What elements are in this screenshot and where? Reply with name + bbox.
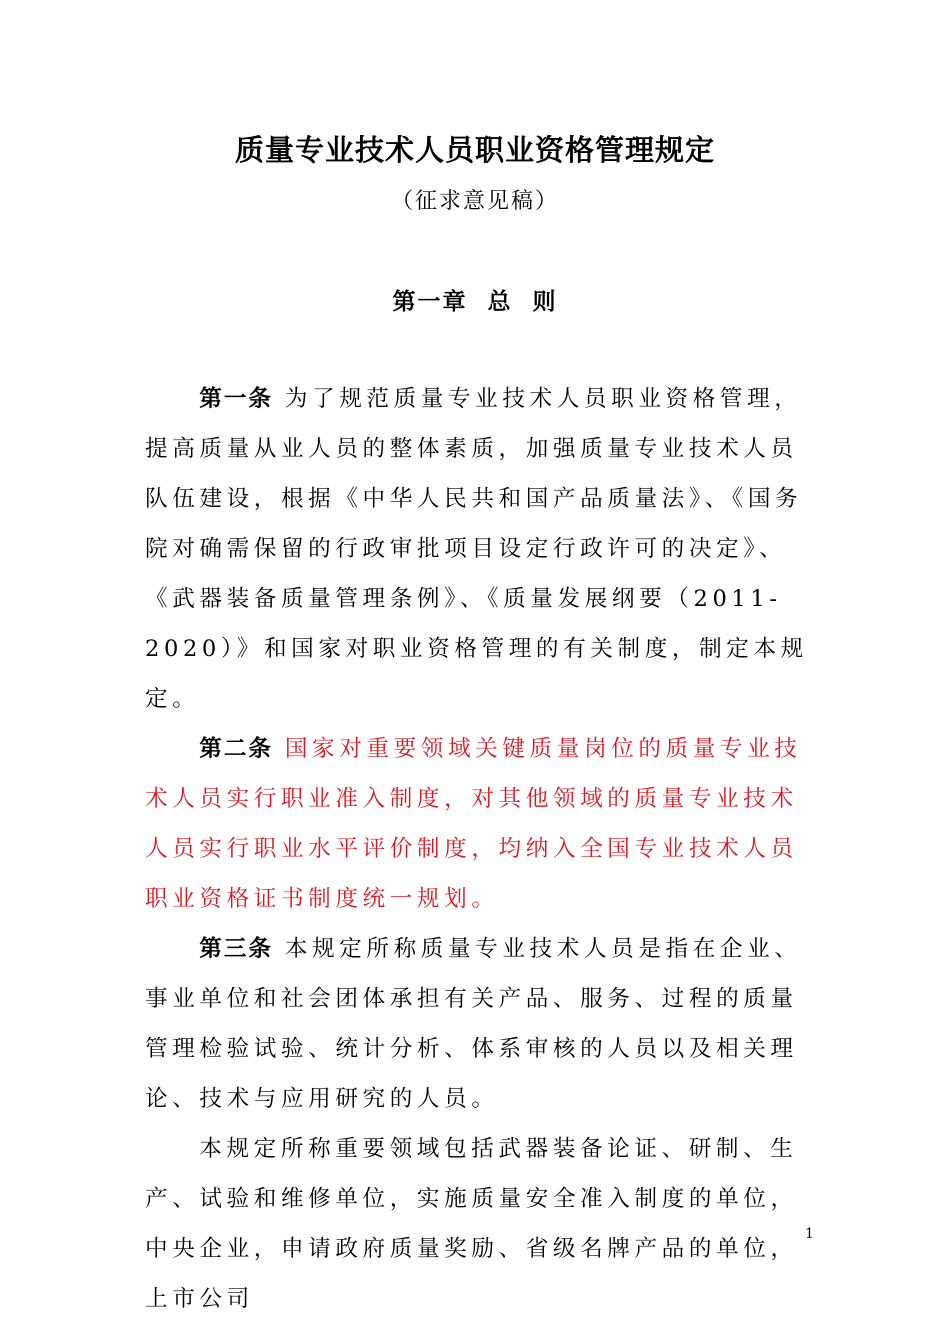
article-3 bbox=[145, 924, 813, 1124]
document-title: 质量专业技术人员职业资格管理规定 bbox=[234, 133, 715, 167]
article-3-continuation: 本规定所称重要领域包括武器装备论证、研制、生产、试验和维修单位，实施质量安全准入制度的单位，中央企业，申请政府质量奖励、省级名牌产品的单位，上市公司 bbox=[145, 1136, 798, 1312]
page-number: 1 bbox=[805, 1226, 814, 1242]
article-1 bbox=[145, 374, 813, 724]
article-2-text: 国家对重要领域关键质量岗位的质量专业技术人员实行职业准入制度，对其他领域的质量专业技术人员实行职业水平评价制度，均纳入全国专业技术人员职业资格证书制度统一规划。 bbox=[145, 736, 802, 912]
article-2 bbox=[145, 724, 813, 924]
document-subtitle: （征求意见稿） bbox=[390, 189, 559, 214]
article-1-text: 为了规范质量专业技术人员职业资格管理，提高质量从业人员的整体素质，加强质量专业技术人员队伍建设，根据《中华人民共和国产品质量法》、《国务院对确需保留的行政审批项目设定行政许可的决定》、《武器装备质量管理条例》、《质量发展纲要（2011-2020）》和国家对职业资格管理的有关制度，制定本规定。 bbox=[145, 386, 808, 712]
document-body bbox=[145, 374, 813, 1324]
chapter-heading: 第一章 总 则 bbox=[392, 289, 558, 315]
article-3-text: 本规定所称质量专业技术人员是指在企业、事业单位和社会团体承担有关产品、服务、过程的质量管理检验试验、统计分析、体系审核的人员以及相关理论、技术与应用研究的人员。 bbox=[145, 936, 802, 1112]
article-3-label: 第三条 bbox=[199, 936, 274, 962]
article-2-label: 第二条 bbox=[199, 736, 274, 762]
article-1-label: 第一条 bbox=[199, 386, 274, 412]
